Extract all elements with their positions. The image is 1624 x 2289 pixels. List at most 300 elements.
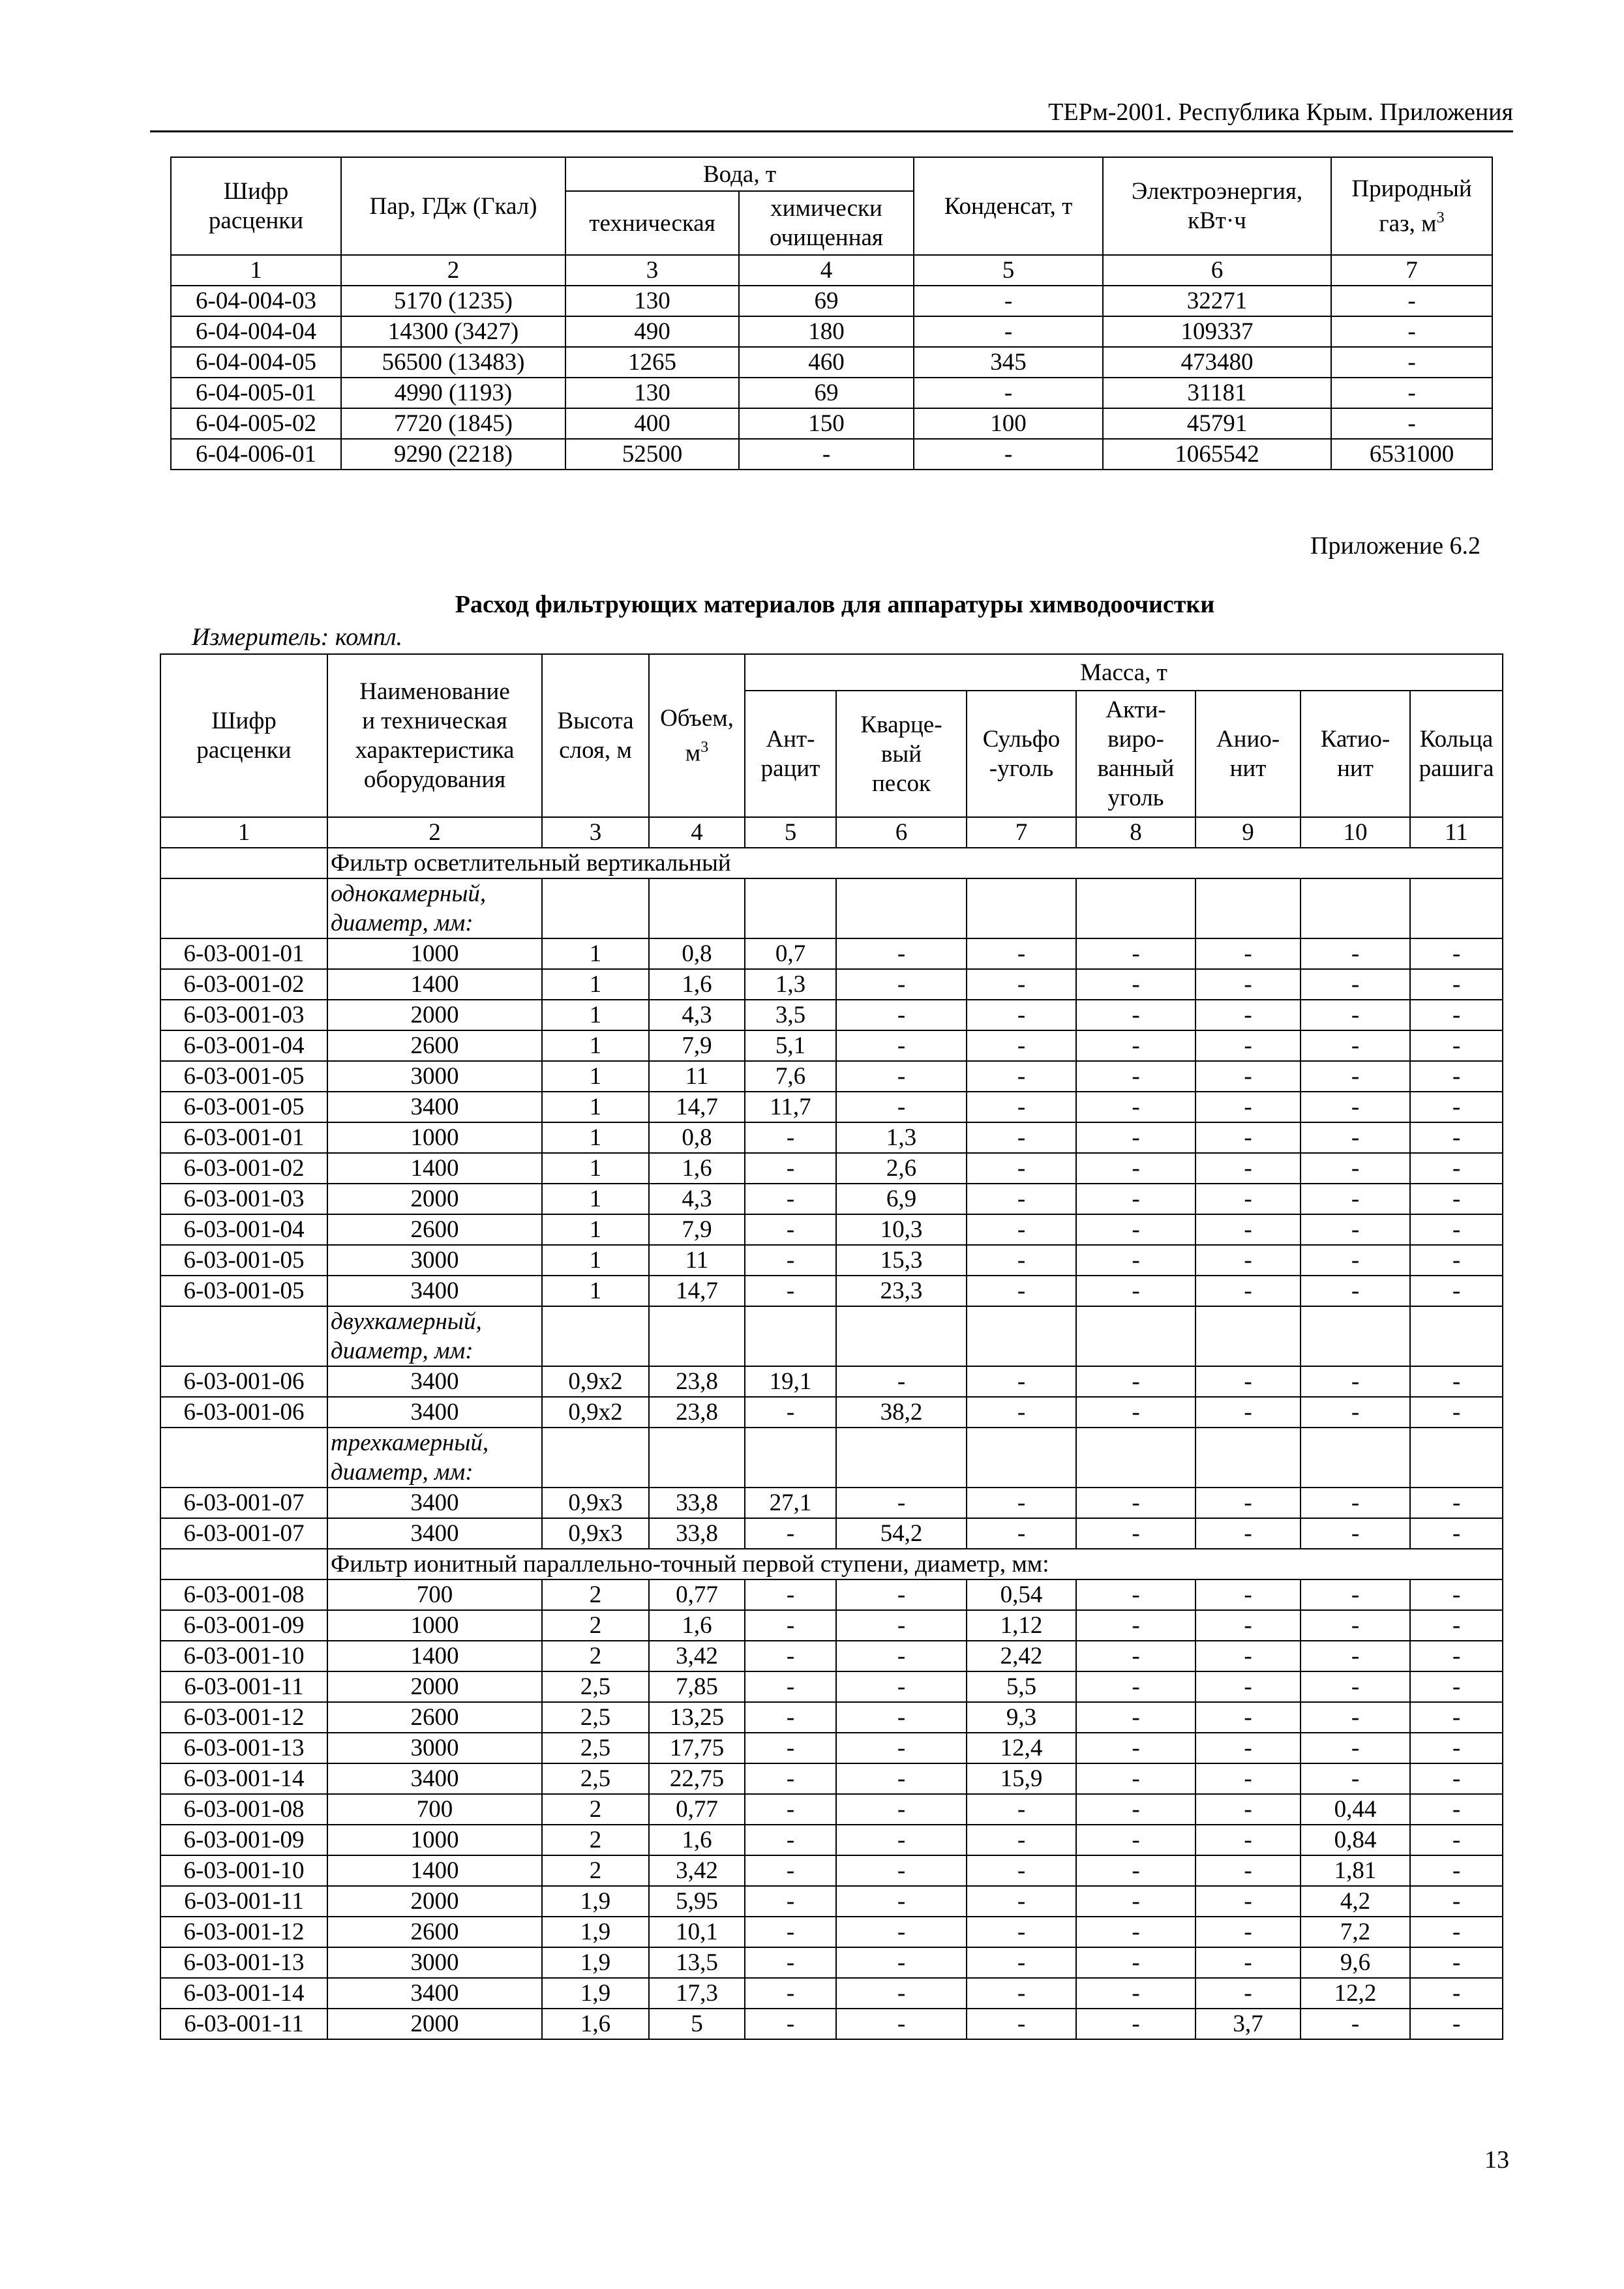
blank-cell <box>745 1306 836 1366</box>
table-cell: 6-03-001-01 <box>160 1122 327 1153</box>
table-cell: 15,3 <box>836 1245 967 1276</box>
table-row <box>160 1245 1503 1276</box>
table-cell: - <box>1301 1641 1410 1671</box>
t1-header-water-chem: химически очищенная <box>739 191 914 255</box>
table-cell: - <box>1410 1702 1503 1733</box>
table-cell: 6-03-001-12 <box>160 1702 327 1733</box>
table-cell: 6-03-001-13 <box>160 1733 327 1763</box>
table-cell: - <box>1410 1000 1503 1030</box>
table-cell: - <box>967 1061 1076 1092</box>
table-cell: - <box>1076 1030 1195 1061</box>
table-cell: 19,1 <box>745 1366 836 1397</box>
section-title: Фильтр осветлительный вертикальный <box>327 848 1503 878</box>
t1-header-electricity: Электроэнергия, кВт·ч <box>1103 157 1331 255</box>
table-cell: 2 <box>542 1641 649 1671</box>
blank-cell <box>542 878 649 938</box>
table-cell: 6-04-005-01 <box>171 378 341 408</box>
table-cell: 2600 <box>327 1917 542 1947</box>
table-cell: 6-03-001-11 <box>160 1671 327 1702</box>
table-cell: 56500 (13483) <box>341 347 565 378</box>
blank-cell <box>1410 1306 1503 1366</box>
column-number: 5 <box>745 817 836 848</box>
table-cell: - <box>1410 1579 1503 1610</box>
table-cell: 109337 <box>1103 316 1331 347</box>
table-cell: - <box>836 1641 967 1671</box>
table-cell: 2 <box>542 1855 649 1886</box>
table-cell: 0,8 <box>649 938 745 969</box>
table-cell: 100 <box>914 408 1103 439</box>
table-cell: - <box>1410 1825 1503 1855</box>
table-cell: 6-03-001-08 <box>160 1579 327 1610</box>
t1-header-steam: Пар, ГДж (Гкал) <box>341 157 565 255</box>
t2-header-height: Высота слоя, м <box>542 654 649 817</box>
table-cell: - <box>1410 1610 1503 1641</box>
table-cell: 1,6 <box>649 969 745 1000</box>
column-number: 8 <box>1076 817 1195 848</box>
column-number: 7 <box>1331 255 1492 286</box>
table-cell: - <box>1195 1366 1301 1397</box>
table-row <box>171 408 1492 439</box>
table-cell: 3400 <box>327 1276 542 1306</box>
table-cell: 52500 <box>565 439 739 470</box>
table-cell: 6,9 <box>836 1184 967 1214</box>
table-cell: - <box>745 1579 836 1610</box>
table-cell: 7,85 <box>649 1671 745 1702</box>
table-row <box>160 938 1503 969</box>
table-cell: - <box>1410 1366 1503 1397</box>
table-cell: - <box>967 1855 1076 1886</box>
table-cell: 69 <box>739 286 914 316</box>
table-cell: 7,9 <box>649 1214 745 1245</box>
table-cell: - <box>1195 1886 1301 1917</box>
table-cell: - <box>1301 1061 1410 1092</box>
appendix-label: Приложение 6.2 <box>1310 532 1481 560</box>
table-cell: - <box>1301 1276 1410 1306</box>
table-cell: - <box>745 1917 836 1947</box>
table-cell: 6-04-006-01 <box>171 439 341 470</box>
table-cell: 22,75 <box>649 1763 745 1794</box>
table-cell: - <box>1410 1488 1503 1518</box>
column-number: 1 <box>160 817 327 848</box>
table-cell: 6-03-001-03 <box>160 1000 327 1030</box>
table-cell: - <box>1076 1947 1195 1978</box>
table-cell: - <box>745 1671 836 1702</box>
column-number: 11 <box>1410 817 1503 848</box>
table-cell: - <box>745 1397 836 1428</box>
t2-header-quartz: Кварце- вый песок <box>836 691 967 817</box>
table-cell: 1 <box>542 969 649 1000</box>
table-cell: - <box>745 1733 836 1763</box>
table-cell: - <box>745 1276 836 1306</box>
table-cell: 1 <box>542 938 649 969</box>
table-cell: - <box>1076 1184 1195 1214</box>
table-cell: 490 <box>565 316 739 347</box>
t1-header-condensate: Конденсат, т <box>914 157 1103 255</box>
table-cell: 0,77 <box>649 1579 745 1610</box>
table-cell: - <box>1301 1092 1410 1122</box>
table-cell: 345 <box>914 347 1103 378</box>
filter-materials-table <box>160 653 1503 2040</box>
table-cell: - <box>836 1763 967 1794</box>
column-number: 3 <box>565 255 739 286</box>
table-cell: 5,95 <box>649 1886 745 1917</box>
table-cell: - <box>1195 1825 1301 1855</box>
table-cell: - <box>1195 1763 1301 1794</box>
table-cell: 17,75 <box>649 1733 745 1763</box>
table-cell: - <box>1301 1579 1410 1610</box>
t1-header-water-tech: техническая <box>565 191 739 255</box>
table-cell: 0,54 <box>967 1579 1076 1610</box>
blank-cell <box>1076 1428 1195 1488</box>
table-cell: 3400 <box>327 1092 542 1122</box>
table-row <box>160 1184 1503 1214</box>
table-cell: 6-03-001-05 <box>160 1061 327 1092</box>
table-cell: - <box>1076 1061 1195 1092</box>
table-cell: 2,5 <box>542 1671 649 1702</box>
table-cell: - <box>967 1184 1076 1214</box>
table-row <box>160 1610 1503 1641</box>
table-cell: 2000 <box>327 1886 542 1917</box>
table-row <box>160 1000 1503 1030</box>
table-cell: 2000 <box>327 1000 542 1030</box>
table-cell: 6-03-001-09 <box>160 1610 327 1641</box>
table-cell: - <box>1301 1702 1410 1733</box>
table-cell: 1 <box>542 1092 649 1122</box>
table-cell: - <box>836 969 967 1000</box>
table-cell: 11 <box>649 1245 745 1276</box>
table-cell: - <box>1076 1702 1195 1733</box>
t1-header-water: Вода, т <box>565 157 914 191</box>
blank-cell <box>1195 1428 1301 1488</box>
table-cell: - <box>1195 1276 1301 1306</box>
group-label-row <box>160 1428 1503 1488</box>
table-cell: 1 <box>542 1000 649 1030</box>
table-cell: 6-03-001-06 <box>160 1366 327 1397</box>
table-cell: - <box>836 1702 967 1733</box>
table-cell: - <box>1410 1122 1503 1153</box>
table-cell: - <box>745 1518 836 1549</box>
blank-cell <box>542 1306 649 1366</box>
table-cell: 3400 <box>327 1488 542 1518</box>
resources-table <box>170 157 1493 470</box>
table-cell: - <box>836 1733 967 1763</box>
table-cell: - <box>1410 969 1503 1000</box>
table-cell: - <box>967 1214 1076 1245</box>
table-cell: 38,2 <box>836 1397 967 1428</box>
table-cell: - <box>836 1030 967 1061</box>
table-cell: - <box>1076 1733 1195 1763</box>
table-row <box>160 1671 1503 1702</box>
table-cell: - <box>1076 969 1195 1000</box>
table-cell: - <box>1331 316 1492 347</box>
table-cell: - <box>1410 1917 1503 1947</box>
table-cell: 5,1 <box>745 1030 836 1061</box>
t2-header-sulfo: Сульфо -уголь <box>967 691 1076 817</box>
table-cell: - <box>1076 1917 1195 1947</box>
table-cell: - <box>1301 1488 1410 1518</box>
table-row <box>160 1794 1503 1825</box>
table-cell: - <box>1301 1000 1410 1030</box>
table-cell: - <box>1076 2009 1195 2039</box>
table-cell: 3,5 <box>745 1000 836 1030</box>
blank-cell <box>836 1306 967 1366</box>
table-cell: 0,9x2 <box>542 1366 649 1397</box>
table-cell: - <box>836 938 967 969</box>
table-cell: 3,42 <box>649 1641 745 1671</box>
table-cell: - <box>1301 938 1410 969</box>
table-cell: - <box>1410 1671 1503 1702</box>
table-cell: 1 <box>542 1061 649 1092</box>
table-row <box>160 1702 1503 1733</box>
table-cell: - <box>1410 1276 1503 1306</box>
t2-header-mass: Масса, т <box>745 654 1503 691</box>
table-cell: - <box>1301 1763 1410 1794</box>
table-cell: 14,7 <box>649 1092 745 1122</box>
t2-header-volume: Объем, $м^3$ <box>649 654 745 817</box>
table-cell: - <box>1076 1886 1195 1917</box>
table-row <box>171 316 1492 347</box>
table-cell: - <box>1410 2009 1503 2039</box>
table-cell: 1 <box>542 1245 649 1276</box>
table-cell: 180 <box>739 316 914 347</box>
table-cell: - <box>745 1214 836 1245</box>
table-cell: 7,6 <box>745 1061 836 1092</box>
table-cell: - <box>914 286 1103 316</box>
table-cell: - <box>1195 1733 1301 1763</box>
table-cell: - <box>1195 1397 1301 1428</box>
table-cell: 23,8 <box>649 1397 745 1428</box>
table-cell: 6-03-001-04 <box>160 1214 327 1245</box>
table-cell: 6-03-001-04 <box>160 1030 327 1061</box>
blank-cell <box>1076 1306 1195 1366</box>
table-cell: 2,6 <box>836 1153 967 1184</box>
table-cell: - <box>836 1825 967 1855</box>
table-cell: 33,8 <box>649 1488 745 1518</box>
blank-cell <box>836 1428 967 1488</box>
table-cell: - <box>836 1366 967 1397</box>
table-cell: 7,9 <box>649 1030 745 1061</box>
table-cell: - <box>745 1610 836 1641</box>
table-cell: - <box>1076 1122 1195 1153</box>
table-cell: - <box>745 1794 836 1825</box>
table-cell: 3400 <box>327 1763 542 1794</box>
table-cell: - <box>1410 1245 1503 1276</box>
t1-header-code: Шифр расценки <box>171 157 341 255</box>
table-row <box>160 969 1503 1000</box>
table-cell: 4990 (1193) <box>341 378 565 408</box>
table-cell: 2600 <box>327 1030 542 1061</box>
table-cell: - <box>1301 1366 1410 1397</box>
table-cell: 1,9 <box>542 1917 649 1947</box>
table-cell: 13,25 <box>649 1702 745 1733</box>
table-cell: 45791 <box>1103 408 1331 439</box>
table-cell: 6-03-001-05 <box>160 1092 327 1122</box>
table-cell: 33,8 <box>649 1518 745 1549</box>
table-cell: - <box>1410 1794 1503 1825</box>
table-cell: - <box>1410 1518 1503 1549</box>
group-label: однокамерный, диаметр, мм: <box>327 878 542 938</box>
table-row <box>160 1886 1503 1917</box>
table-cell: 0,9x3 <box>542 1518 649 1549</box>
table-cell: - <box>836 1610 967 1641</box>
table-cell: 3,42 <box>649 1855 745 1886</box>
section-row <box>160 848 1503 878</box>
t2-header-rashig: Кольца рашига <box>1410 691 1503 817</box>
table-cell: - <box>1076 1579 1195 1610</box>
t2-header-code: Шифр расценки <box>160 654 327 817</box>
table-cell: - <box>1076 1092 1195 1122</box>
column-number: 6 <box>1103 255 1331 286</box>
table-cell: - <box>1195 1947 1301 1978</box>
table-cell: 6-03-001-02 <box>160 1153 327 1184</box>
table-cell: - <box>836 1917 967 1947</box>
table-cell: - <box>1076 1855 1195 1886</box>
table-cell: 0,9x3 <box>542 1488 649 1518</box>
table-cell: 7,2 <box>1301 1917 1410 1947</box>
table-cell: 1,6 <box>649 1825 745 1855</box>
table-cell: - <box>836 2009 967 2039</box>
table-cell: - <box>1410 1763 1503 1794</box>
table-cell: 0,44 <box>1301 1794 1410 1825</box>
column-number: 9 <box>1195 817 1301 848</box>
table-cell: 23,3 <box>836 1276 967 1306</box>
table-cell: - <box>836 1488 967 1518</box>
table-cell: 6-03-001-03 <box>160 1184 327 1214</box>
table-cell: 1000 <box>327 1122 542 1153</box>
table-cell: 6-03-001-02 <box>160 969 327 1000</box>
table-cell: 130 <box>565 378 739 408</box>
table-cell: 23,8 <box>649 1366 745 1397</box>
table-cell: - <box>1076 1641 1195 1671</box>
table-cell: 1000 <box>327 1825 542 1855</box>
running-header <box>150 98 1513 132</box>
table-cell: - <box>1410 1092 1503 1122</box>
table-cell: 11 <box>649 1061 745 1092</box>
table-cell: 2 <box>542 1610 649 1641</box>
blank-cell <box>649 1428 745 1488</box>
table-cell: 6-04-004-03 <box>171 286 341 316</box>
table-cell: - <box>1076 1671 1195 1702</box>
table-cell: - <box>836 1886 967 1917</box>
table-cell: - <box>836 1579 967 1610</box>
blank-cell <box>649 878 745 938</box>
table-cell: - <box>967 1122 1076 1153</box>
running-header-title: ТЕРм-2001. Республика Крым. Приложения <box>1048 98 1513 126</box>
table-cell: - <box>1195 1702 1301 1733</box>
table-cell: 2 <box>542 1825 649 1855</box>
table-cell: - <box>967 969 1076 1000</box>
table-cell: 2,5 <box>542 1763 649 1794</box>
table-cell: - <box>836 1855 967 1886</box>
table-cell: 6-03-001-05 <box>160 1276 327 1306</box>
table-cell: 6-03-001-10 <box>160 1855 327 1886</box>
table-cell: 15,9 <box>967 1763 1076 1794</box>
table-cell: 1,81 <box>1301 1855 1410 1886</box>
table-cell: 2,5 <box>542 1733 649 1763</box>
table-cell: - <box>967 1947 1076 1978</box>
table-cell: - <box>1195 1855 1301 1886</box>
table-cell: - <box>1301 1245 1410 1276</box>
table-cell: 5170 (1235) <box>341 286 565 316</box>
table-cell: 2000 <box>327 2009 542 2039</box>
table-cell: - <box>1410 938 1503 969</box>
table-cell: 12,4 <box>967 1733 1076 1763</box>
table-cell: - <box>1301 969 1410 1000</box>
table-cell: 130 <box>565 286 739 316</box>
table-cell: 1000 <box>327 938 542 969</box>
table-cell: - <box>914 378 1103 408</box>
group-code-blank <box>160 878 327 938</box>
table-cell: - <box>1195 1794 1301 1825</box>
table-cell: 1,9 <box>542 1978 649 2009</box>
table-cell: - <box>1195 1579 1301 1610</box>
table-cell: 400 <box>565 408 739 439</box>
table-cell: - <box>967 2009 1076 2039</box>
table-row <box>171 378 1492 408</box>
table-row <box>160 1641 1503 1671</box>
table-cell: 6-03-001-07 <box>160 1488 327 1518</box>
table-cell: 5 <box>649 2009 745 2039</box>
table-cell: 3000 <box>327 1733 542 1763</box>
table-cell: - <box>967 1366 1076 1397</box>
table-cell: 700 <box>327 1794 542 1825</box>
table-cell: - <box>967 1092 1076 1122</box>
table-cell: - <box>1410 1397 1503 1428</box>
table-cell: 460 <box>739 347 914 378</box>
table-cell: 9290 (2218) <box>341 439 565 470</box>
table-cell: - <box>1076 1488 1195 1518</box>
table-cell: - <box>1410 1886 1503 1917</box>
table-cell: 1 <box>542 1184 649 1214</box>
table-cell: 3000 <box>327 1245 542 1276</box>
table-cell: 1 <box>542 1276 649 1306</box>
table-cell: 3400 <box>327 1978 542 2009</box>
table-cell: - <box>1331 347 1492 378</box>
t2-header-anthracite: Ант- рацит <box>745 691 836 817</box>
section-title: Фильтр ионитный параллельно-точный первой ступени, диаметр, мм: <box>327 1549 1503 1579</box>
table-cell: - <box>836 1061 967 1092</box>
table-cell: - <box>836 1794 967 1825</box>
table-cell: - <box>745 1855 836 1886</box>
group-label: двухкамерный, диаметр, мм: <box>327 1306 542 1366</box>
table-cell: - <box>1410 1947 1503 1978</box>
table-cell: - <box>836 1000 967 1030</box>
table-cell: - <box>1410 1978 1503 2009</box>
page-number: 13 <box>1484 2146 1509 2174</box>
table-cell: - <box>967 1978 1076 2009</box>
table-row <box>160 1214 1503 1245</box>
table-cell: 1 <box>542 1030 649 1061</box>
blank-cell <box>1301 1306 1410 1366</box>
table-cell: - <box>1076 1518 1195 1549</box>
table-cell: 2,42 <box>967 1641 1076 1671</box>
t2-header-name: Наименование и техническая характеристика оборудования <box>327 654 542 817</box>
table-cell: 1 <box>542 1214 649 1245</box>
blank-cell <box>1195 878 1301 938</box>
table-cell: 12,2 <box>1301 1978 1410 2009</box>
table-cell: - <box>967 1917 1076 1947</box>
column-number: 5 <box>914 255 1103 286</box>
table-cell: 1400 <box>327 969 542 1000</box>
table-cell: - <box>1331 286 1492 316</box>
table-cell: 1,3 <box>745 969 836 1000</box>
column-number: 10 <box>1301 817 1410 848</box>
table-cell: 2,5 <box>542 1702 649 1733</box>
table-row <box>160 1153 1503 1184</box>
table-cell: 6-03-001-11 <box>160 1886 327 1917</box>
table-cell: - <box>1076 1978 1195 2009</box>
group-label-row <box>160 878 1503 938</box>
